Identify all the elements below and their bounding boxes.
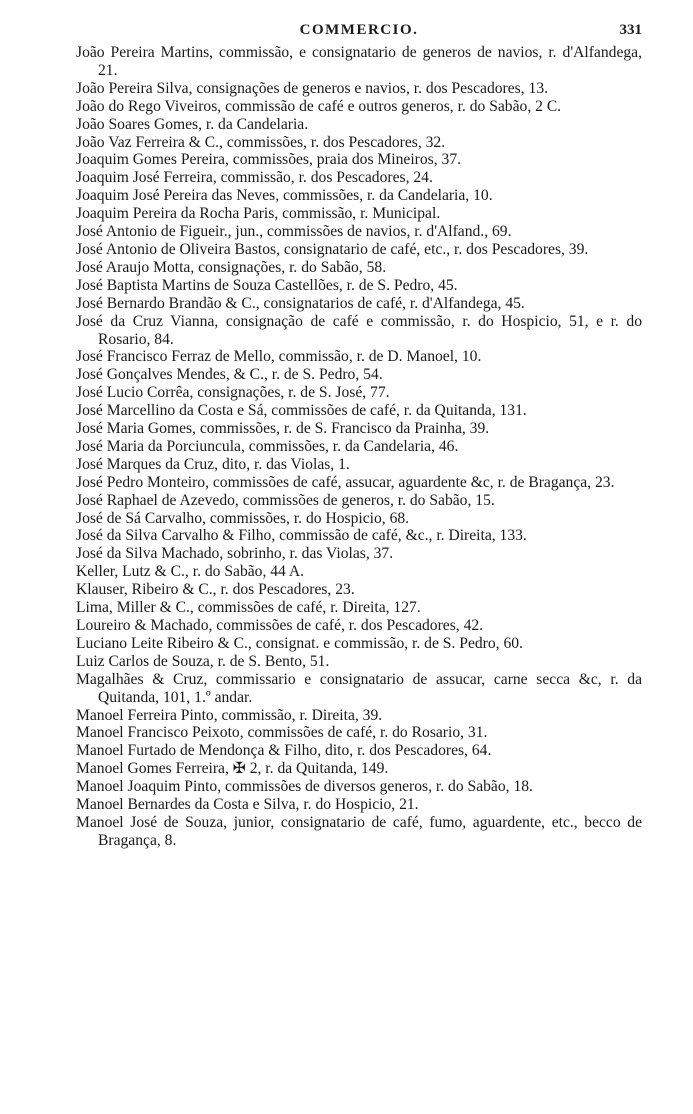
directory-entry: Joaquim Gomes Pereira, commissões, praia dos Mineiros, 37. [76,151,462,169]
directory-entry: Manoel Joaquim Pinto, commissões de diversos generos, r. do Sabão, 18. [76,778,533,796]
directory-entry: Manoel José de Souza, junior, consignatario de café, fumo, aguardente, etc., becco de Bragança, 8. [76,813,642,849]
directory-entry: João do Rego Viveiros, commissão de café e outros generos, r. do Sabão, 2 C. [76,97,562,115]
directory-entry: Manoel Furtado de Mendonça & Filho, dito, r. dos Pescadores, 64. [76,742,492,760]
directory-entry: Lima, Miller & C., commissões de café, r. Direita, 127. [76,599,421,617]
page-header [76,22,642,44]
directory-list [76,44,642,850]
directory-entry: José Raphael de Azevedo, commissões de generos, r. do Sabão, 15. [76,491,495,509]
running-title: COMMERCIO. [299,22,419,38]
directory-entry: José Marques da Cruz, dito, r. das Violas, 1. [76,455,350,473]
directory-entry: José Francisco Ferraz de Mello, commissão, r. de D. Manoel, 10. [76,348,482,366]
directory-entry: Klauser, Ribeiro & C., r. dos Pescadores, 23. [76,581,355,599]
directory-entry: Luciano Leite Ribeiro & C., consignat. e commissão, r. de S. Pedro, 60. [76,634,523,652]
directory-entry: José Baptista Martins de Souza Castellões, r. de S. Pedro, 45. [76,276,458,294]
directory-entry: José Antonio de Oliveira Bastos, consignatario de café, etc., r. dos Pescadores, 39. [76,240,589,258]
directory-entry: Joaquim José Ferreira, commissão, r. dos Pescadores, 24. [76,169,433,187]
directory-entry: José Marcellino da Costa e Sá, commissões de café, r. da Quitanda, 131. [76,402,527,420]
directory-entry: Joaquim Pereira da Rocha Paris, commissão, r. Municipal. [76,205,441,223]
directory-entry: Manoel Bernardes da Costa e Silva, r. do Hospicio, 21. [76,796,419,814]
directory-entry: Luiz Carlos de Souza, r. de S. Bento, 51. [76,652,330,670]
directory-entry: José da Silva Carvalho & Filho, commissão de café, &c., r. Direita, 133. [76,527,527,545]
directory-entry: José da Silva Machado, sobrinho, r. das Violas, 37. [76,545,394,563]
directory-entry: José Antonio de Figueir., jun., commissões de navios, r. d'Alfand., 69. [76,223,512,241]
directory-entry: José Maria Gomes, commissões, r. de S. Francisco da Prainha, 39. [76,420,490,438]
directory-entry: José Araujo Motta, consignações, r. do Sabão, 58. [76,258,387,276]
directory-entry: José Bernardo Brandão & C., consignatarios de café, r. d'Alfandega, 45. [76,294,525,312]
directory-entry: Manoel Gomes Ferreira, ✠ 2, r. da Quitanda, 149. [76,760,389,778]
directory-entry: João Vaz Ferreira & C., commissões, r. dos Pescadores, 32. [76,133,446,151]
directory-entry: Keller, Lutz & C., r. do Sabão, 44 A. [76,563,305,581]
directory-entry: João Pereira Silva, consignações de generos e navios, r. dos Pescadores, 13. [76,79,549,97]
directory-entry: José Maria da Porciuncula, commissões, r. da Candelaria, 46. [76,437,459,455]
directory-entry: Joaquim José Pereira das Neves, commissões, r. da Candelaria, 10. [76,187,493,205]
directory-entry: Magalhães & Cruz, commissario e consignatario de assucar, carne secca &c, r. da Quitanda, 101, 1.º andar. [76,670,642,706]
directory-entry: José Gonçalves Mendes, & C., r. de S. Pedro, 54. [76,366,383,384]
directory-entry: José da Cruz Vianna, consignação de café e commissão, r. do Hospicio, 51, e r. do Rosario, 84. [76,312,642,348]
directory-entry: Manoel Francisco Peixoto, commissões de café, r. do Rosario, 31. [76,724,488,742]
directory-entry: Loureiro & Machado, commissões de café, r. dos Pescadores, 42. [76,617,484,634]
directory-entry: João Soares Gomes, r. da Candelaria. [76,115,309,133]
page-number: 331 [619,22,642,38]
directory-entry: Manoel Ferreira Pinto, commissão, r. Direita, 39. [76,706,383,724]
directory-entry: José Pedro Monteiro, commissões de café, assucar, aguardente &c, r. de Bragança, 23. [76,473,615,491]
directory-entry: José de Sá Carvalho, commissões, r. do Hospicio, 68. [76,509,410,527]
directory-entry: José Lucio Corrêa, consignações, r. de S. José, 77. [76,384,390,402]
directory-entry: João Pereira Martins, commissão, e consignatario de generos de navios, r. d'Alfandega, 21. [76,44,642,79]
